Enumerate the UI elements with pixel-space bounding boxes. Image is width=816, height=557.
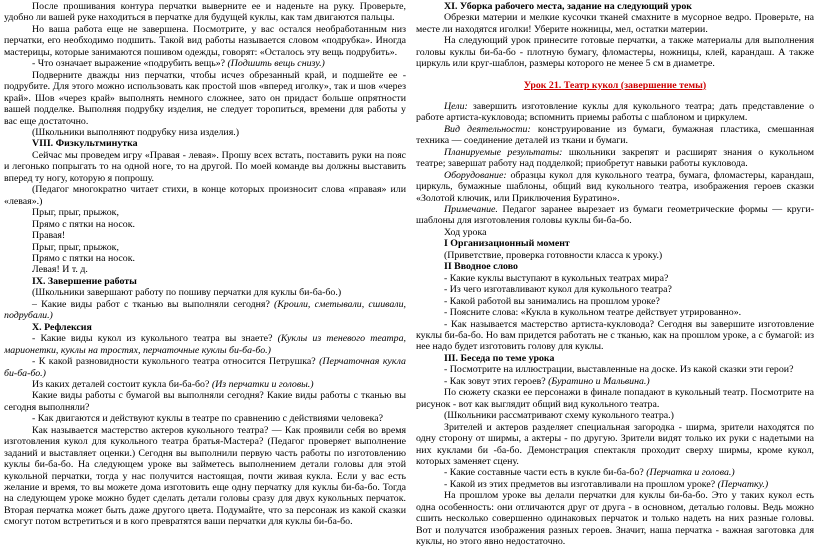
- answer-text: (Перчаточная кукла би-ба-бо.): [4, 356, 406, 379]
- section-heading: XI. Уборка рабочего места, задание на следующий урок: [444, 1, 693, 12]
- question: [4, 299, 406, 322]
- paragraph: - Как двигаются и действуют куклы в театре по сравнению с действиями человека?: [32, 413, 383, 425]
- question: - Посмотрите на иллюстрации, выставленные на доске. Из какой сказки эти герои?: [444, 364, 794, 376]
- question-text: - Как зовут этих героев?: [444, 375, 546, 387]
- answer-text: (Перчатка и голова.): [646, 467, 735, 479]
- paragraph: Как называется мастерство актеров кукольного театра? — Как проявили себя во время изготовления кукол для кукольного театра братья-Мастера? (Педагог проверяет выполнение заданий и выставляет оценки.) Сегодня вы выполнили первую часть работы по изготовлению куклы би-ба-бо. На следующем уроке вы займетесь выполнением детали головы для этой кукольной перчатки, тогда у нас получится настоящая, почти живая кукла. Если у вас есть желание и время, то вы можете дома изготовить еще одну перчатку для куклы би-ба-бо. Тогда на следующем уроке можно будет сделать детали головы сразу для двух кукольных перчаток. Вторая перчатка может быть даже другого цвета. Подумайте, что за персонаж из какой сказки смогут потом встретиться и в кого превратятся ваши перчатки для куклы би-ба-бо.: [4, 424, 406, 528]
- section-heading: IX. Завершение работы: [32, 275, 137, 287]
- paragraph: По сюжету сказки ее персонажи в финале попадают в кукольный театр. Посмотрите на рисунок - вот как выглядит общий вид кукольного театра.: [416, 387, 814, 410]
- question: - Поясните слова: «Кукла в кукольном театре действует утрированно».: [444, 307, 742, 319]
- field-value: завершить изготовление куклы для кукольного театра; дать представление о работе артиста-кукловода; вспомнить приемы работы с шаблоном и циркулем.: [416, 100, 814, 124]
- paragraph: Какие виды работы с бумагой вы выполняли сегодня? Какие виды работы с тканью вы сегодня выполняли?: [4, 390, 406, 413]
- question: [416, 376, 814, 387]
- paragraph: (Приветствие, проверка готовности класса к уроку.): [444, 249, 663, 261]
- field-label: Вид деятельности:: [444, 123, 531, 135]
- field-value: конструирование из бумаги, бумажная пластика, смешанная техника — соединение деталей из ткани и бумаги.: [416, 123, 814, 147]
- answer-text: (Буратино и Мальвина.): [548, 375, 650, 387]
- paragraph: На прошлом уроке вы делали перчатки для куклы би-ба-бо. Это у таких кукол есть одна особенность: они отличаются друг от друга - в основном, деталью головы. Ведь можно сшить несколько совершенно одинаковых перчаток и только надеть на них разные головы. Вот и получатся изображения разных героев. Значит, наша перчатка - важная заготовка для куклы, но этого явно недостаточно.: [416, 490, 814, 548]
- paragraph: (Школьники завершают работу по пошиву перчатки для куклы би-ба-бо.): [32, 287, 342, 299]
- lesson-results: [416, 147, 814, 170]
- paragraph: Зрителей и актеров разделяет специальная загородка - ширма, зрители находятся по одну сторону от ширмы, а актеры - по другую. Зрители видят только их руки с надетыми на них куклами би -ба-бо. Демонстрация спектакля проходит сверху ширмы, кроме кукол, которых заменяет сцену.: [416, 421, 814, 467]
- question: - Какой работой вы занимались на прошлом уроке?: [444, 295, 660, 307]
- left-column: [4, 1, 406, 557]
- question: [416, 467, 814, 478]
- section-heading: VIII. Физкультминутка: [32, 138, 138, 150]
- section-heading: X. Рефлексия: [32, 321, 92, 333]
- question: - Как называется мастерство артиста-кукловода? Сегодня вы завершите изготовление куклы би-ба-бо. Но вам придется работать не с тканью, как на прошлом уроке, а с бумагой: из нее надо будет изготовить голову для куклы.: [416, 318, 814, 353]
- paragraph: На следующий урок принесите готовые перчатки, а также материалы для выполнения головы куклы би-ба-бо - плотную бумагу, фломастеры, ножницы, клей, карандаш. А также циркуль или круг-шаблон, размеры которого не менее 5 см в диаметре.: [416, 35, 814, 70]
- poem-line: Правая!: [32, 230, 66, 242]
- lesson-activity: [416, 124, 814, 147]
- paragraph: Сейчас мы проведем игру «Правая - левая». Прошу всех встать, поставить руки на пояс и легонько попрыгать то на одной ноге, то на другой. По моей команде вы должны выставить вперед ту ногу, которую я попрошу.: [4, 149, 406, 184]
- paragraph: (Школьники выполняют подрубку низа изделия.): [32, 126, 239, 138]
- question-text: - Что означает выражение «подрубить вещь»?: [32, 58, 226, 70]
- answer-text: (Куклы из теневого театра, марионетки, куклы на тростях, перчаточные куклы би-ба-бо.): [4, 333, 406, 356]
- question-text: - Какие виды кукол из кукольного театра вы знаете?: [32, 333, 273, 345]
- section-heading: III. Беседа по теме урока: [444, 352, 555, 364]
- question: [4, 333, 406, 356]
- field-label: Планируемые результаты:: [444, 146, 563, 158]
- paragraph: (Школьники рассматривают схему кукольного театра.): [444, 410, 674, 422]
- section-heading: I Организационный момент: [444, 238, 570, 250]
- lesson-title-text: Урок 21. Театр кукол (завершение темы): [523, 79, 707, 91]
- paragraph: После прошивания контура перчатки выверните ее и наденьте на руку. Проверьте, удобно ли вашей руке находиться в перчатке для будущей куклы, как там двигаются пальцы.: [4, 1, 406, 24]
- answer-text: (Перчатку.): [717, 478, 769, 490]
- question: - Из чего изготавливают кукол для кукольного театра?: [444, 284, 672, 296]
- field-value: школьники закрепят и расширят знания о кукольном театре; завершат работу над подделкой; приобретут навыки работы кукловода.: [416, 146, 814, 170]
- poem-line: Прыг, прыг, прыжок,: [32, 207, 119, 219]
- question: - Какие куклы выступают в кукольных театрах мира?: [444, 272, 669, 284]
- question-text: Из каких деталей состоит кукла би-ба-бо?: [32, 378, 210, 390]
- question-text: – Какие виды работ с тканью вы выполняли сегодня?: [32, 298, 270, 310]
- answer-text: (Подшить вещь снизу.): [227, 58, 325, 70]
- question: [4, 356, 406, 379]
- question: [4, 58, 406, 69]
- paragraph: (Педагог многократно читает стихи, в конце которых произносит слова «правая» или «левая».): [4, 184, 406, 207]
- field-label: Примечание.: [444, 204, 498, 216]
- field-label: Цели:: [444, 100, 468, 112]
- answer-text: (Из перчатки и головы.): [211, 378, 314, 390]
- poem-line: Прямо с пятки на носок.: [32, 218, 136, 230]
- lesson-equipment: [416, 170, 814, 204]
- question-text: - К какой разновидности кукольного театра относится Петрушка?: [32, 356, 316, 368]
- poem-line: Левая! И т. д.: [32, 264, 88, 276]
- poem-line: Прямо с пятки на носок.: [32, 252, 136, 264]
- question: [4, 379, 406, 390]
- answer-text: (Кроили, сметывали, сшивали, подрубали.): [4, 298, 406, 322]
- paragraph: Обрезки материи и мелкие кусочки тканей смахните в мусорное ведро. Проверьте, на месте ли находятся иголки! Уберите ножницы, мел, остатки материи.: [416, 12, 814, 35]
- field-value: Педагог заранее вырезает из бумаги геометрические формы — круги-шаблоны для изготовления головы куклы би-ба-бо.: [416, 204, 814, 227]
- field-label: Оборудование:: [444, 169, 507, 181]
- section-heading: II Вводное слово: [444, 261, 518, 273]
- field-value: образцы кукол для кукольного театра, бумага, фломастеры, карандаш, циркуль, бумажные шаблоны, общий вид кукольного театра, изображения героев сказки «Золотой ключик, или Приключения Буратино».: [416, 169, 814, 204]
- lesson-goals: [416, 101, 814, 124]
- poem-line: Прыг, прыг, прыжок,: [32, 241, 119, 253]
- right-column: [416, 1, 814, 557]
- question-text: - Какой из этих предметов вы изготавливали на прошлом уроке?: [444, 478, 716, 490]
- course-heading: Ход урока: [444, 226, 487, 238]
- question: [416, 479, 814, 490]
- paragraph: Но ваша работа еще не завершена. Посмотрите, у вас остался необработанным низ перчатки, его необходимо подшить. Такой вид работы называется словом «подрубка». Иногда мастерицы, которые занимаются пошивом одежды, говорят: «Осталось эту вещь подрубить».: [4, 23, 406, 58]
- lesson-title: [416, 80, 814, 91]
- lesson-note: [416, 204, 814, 227]
- question-text: - Какие составные части есть в кукле би-ба-бо?: [444, 467, 644, 479]
- paragraph: Подверните дважды низ перчатки, чтобы исчез обрезанный край, и подшейте ее - подрубите. Для этого можно использовать как простой шов «вперед иголку», так и шов «через край». Шов «через край» выполнять немного сложнее, зато он придаст больше опрятности вашей подделке. Выполняя подрубку изделия, не следует торопиться, времени для работы у вас еще достаточно.: [4, 69, 406, 127]
